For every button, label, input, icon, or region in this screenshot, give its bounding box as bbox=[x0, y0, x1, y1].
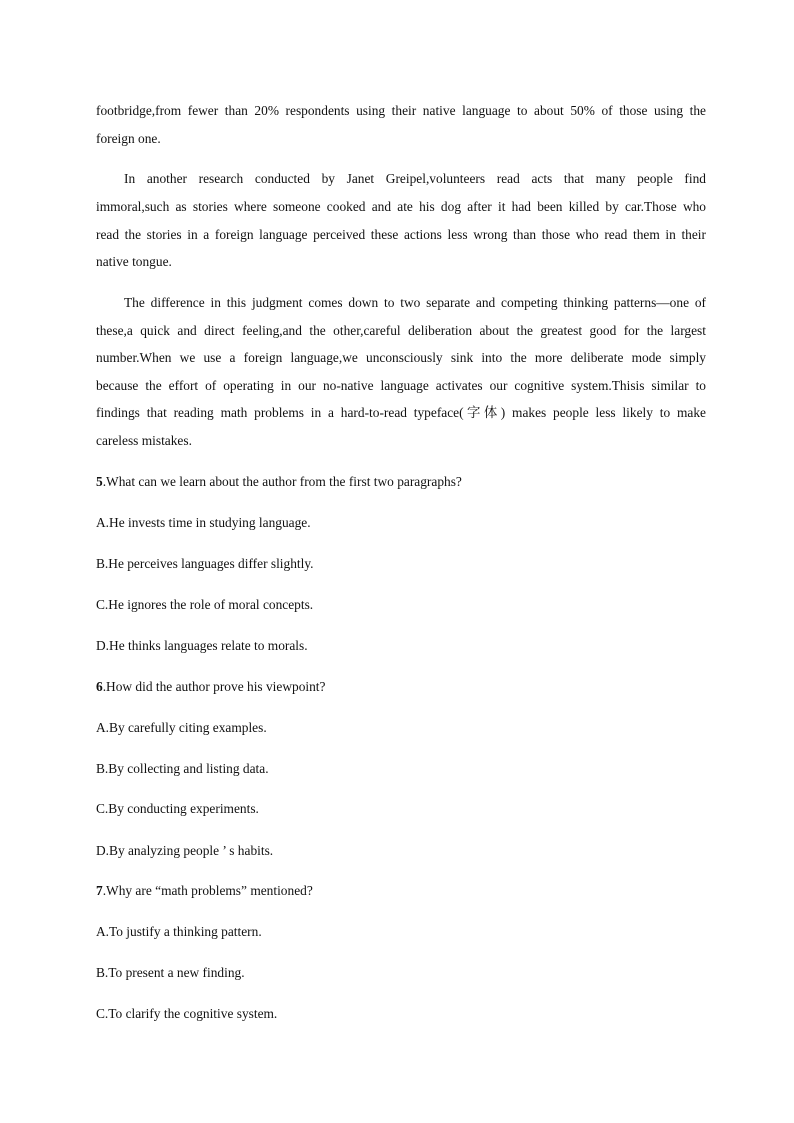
paragraph-3-line-3: number.When we use a foreign language,we unconsciously sink into the more deliberate mode simply bbox=[96, 350, 706, 365]
paragraph-2-line-2: immoral,such as stories where someone cooked and ate his dog after it had been killed by car.Those who bbox=[96, 199, 706, 214]
question-6-option-c: C.By conducting experiments. bbox=[96, 801, 259, 816]
question-6-option-b: B.By collecting and listing data. bbox=[96, 761, 269, 776]
question-text: .How did the author prove his viewpoint? bbox=[102, 679, 326, 694]
question-6-option-d: D.By analyzing people ’ s habits. bbox=[96, 843, 274, 858]
paragraph-3-line-2: these,a quick and direct feeling,and the other,careful deliberation about the greatest good for the largest bbox=[96, 323, 706, 338]
question-5-option-b: B.He perceives languages differ slightly. bbox=[96, 556, 314, 571]
paragraph-1-line-2: foreign one. bbox=[96, 131, 161, 146]
question-text: .What can we learn about the author from the first two paragraphs? bbox=[102, 474, 462, 489]
question-7-option-b: B.To present a new finding. bbox=[96, 965, 245, 980]
paragraph-3-line-1: The difference in this judgment comes down to two separate and competing thinking patterns—one of bbox=[124, 295, 706, 310]
question-7-option-c: C.To clarify the cognitive system. bbox=[96, 1006, 278, 1021]
question-number: 5 bbox=[96, 474, 103, 489]
paragraph-3-line-5: findings that reading math problems in a hard-to-read typeface(字体) makes people less likely to make bbox=[96, 405, 706, 420]
question-5-option-c: C.He ignores the role of moral concepts. bbox=[96, 597, 314, 612]
question-5-option-d: D.He thinks languages relate to morals. bbox=[96, 638, 308, 653]
paragraph-1-line-1: footbridge,from fewer than 20% respondents using their native language to about 50% of those using the bbox=[96, 103, 706, 118]
question-number: 6 bbox=[96, 679, 103, 694]
paragraph-3-line-4: because the effort of operating in our no-native language activates our cognitive system.Thisis similar to bbox=[96, 378, 706, 393]
question-6-option-a: A.By carefully citing examples. bbox=[96, 720, 267, 735]
question-5-stem bbox=[96, 473, 462, 490]
question-number: 7 bbox=[96, 883, 103, 898]
question-6-stem bbox=[96, 678, 325, 695]
question-7-option-a: A.To justify a thinking pattern. bbox=[96, 924, 262, 939]
question-7-stem bbox=[96, 882, 313, 899]
question-5-option-a: A.He invests time in studying language. bbox=[96, 515, 311, 530]
paragraph-2-line-3: read the stories in a foreign language perceived these actions less wrong than those who read them in their bbox=[96, 227, 706, 242]
paragraph-2-line-1: In another research conducted by Janet Greipel,volunteers read acts that many people find bbox=[124, 171, 706, 186]
paragraph-3-line-6: careless mistakes. bbox=[96, 433, 192, 448]
paragraph-2-line-4: native tongue. bbox=[96, 254, 172, 269]
question-text: .Why are “math problems” mentioned? bbox=[102, 883, 313, 898]
